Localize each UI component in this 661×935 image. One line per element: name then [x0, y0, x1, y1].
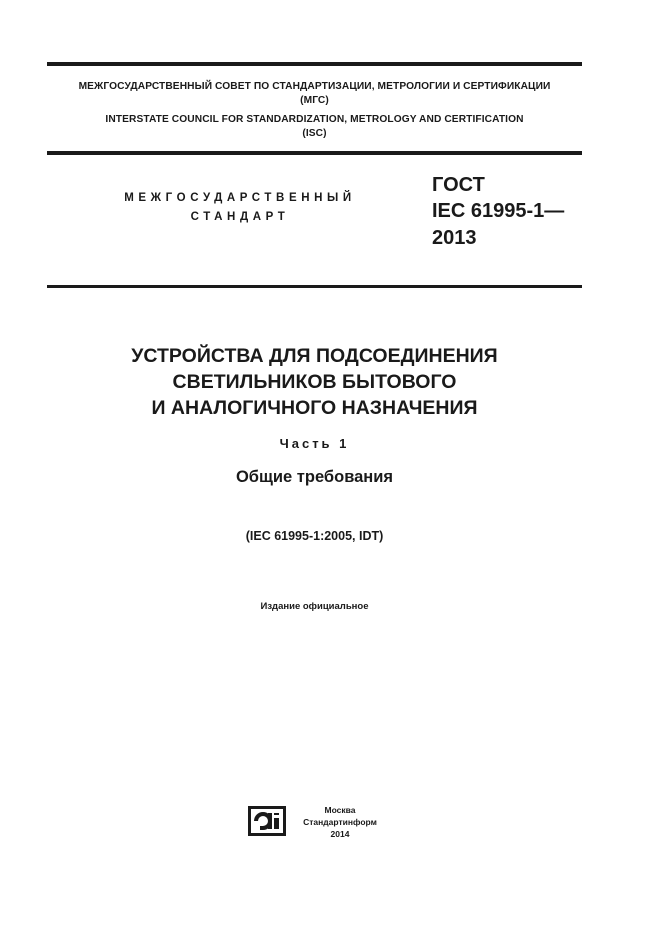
council-abbr-ru: (МГС): [300, 95, 329, 106]
subtitle: Общие требования: [235, 468, 394, 486]
publisher-name: Стандартинформ: [303, 817, 377, 827]
publisher-year: 2014: [330, 829, 350, 839]
part-label: Часть 1: [279, 436, 350, 451]
designation-rule: [47, 285, 582, 288]
iec-reference: (IEC 61995-1:2005, IDT): [245, 529, 384, 543]
designation-line1: ГОСТ: [432, 174, 485, 196]
standard-kind-line1: МЕЖГОСУДАРСТВЕННЫЙ: [124, 192, 356, 204]
designation-line2: IEC 61995-1—: [432, 200, 565, 222]
edition-note: Издание официальное: [260, 601, 369, 612]
designation-line3: 2013: [432, 227, 477, 249]
title-line2: СВЕТИЛЬНИКОВ БЫТОВОГО: [172, 371, 457, 393]
publisher-city: Москва: [324, 805, 356, 815]
title-line1: УСТРОЙСТВА ДЛЯ ПОДСОЕДИНЕНИЯ: [131, 345, 498, 367]
title-line3: И АНАЛОГИЧНОГО НАЗНАЧЕНИЯ: [151, 397, 478, 419]
council-name-en: INTERSTATE COUNCIL FOR STANDARDIZATION, METROLOGY AND CERTIFICATION: [105, 114, 524, 125]
header-rule: [47, 151, 582, 155]
standard-kind-line2: СТАНДАРТ: [190, 211, 290, 223]
council-name-ru: МЕЖГОСУДАРСТВЕННЫЙ СОВЕТ ПО СТАНДАРТИЗАЦИИ, МЕТРОЛОГИИ И СЕРТИФИКАЦИИ: [78, 81, 551, 92]
council-abbr-en: (ISC): [302, 128, 327, 139]
standartinform-logo-icon: [248, 806, 286, 836]
top-rule: [47, 62, 582, 66]
